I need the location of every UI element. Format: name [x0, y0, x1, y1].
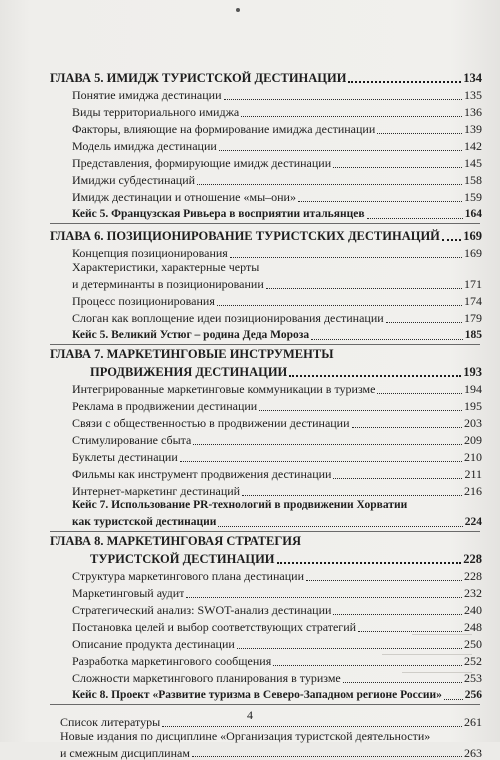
section-entry: [50, 482, 482, 499]
back-matter-entry-text: Список литературы: [60, 715, 161, 729]
page-ref: 211: [464, 467, 482, 481]
section-entry-row: [50, 137, 482, 154]
section-entry-row: [50, 601, 482, 618]
page-ref: 185: [464, 329, 482, 341]
leader-dots: [289, 362, 461, 377]
section-entry-line: Характеристики, характерные черты: [72, 260, 260, 274]
print-mark: [236, 8, 240, 12]
section-entry: [50, 309, 482, 326]
section-entry: [50, 154, 482, 171]
section-entry-row: [50, 618, 482, 635]
leader-dots: [273, 652, 462, 666]
page-ref: 209: [464, 433, 482, 447]
leader-dots: [230, 244, 462, 258]
section-entry-text: и детерминанты в позиционировании: [72, 278, 264, 291]
leader-dots: [192, 743, 462, 757]
chapter-heading-text: ПРОДВИЖЕНИЯ ДЕСТИНАЦИИ: [90, 364, 288, 379]
section-entry: [50, 171, 482, 188]
page-ref: 252: [464, 653, 482, 668]
case-study-entry-text: Кейс 5. Французская Ривьера в восприятии итальянцев: [72, 208, 365, 221]
section-entry: [50, 103, 482, 120]
section-entry: [50, 465, 482, 482]
section-entry-row: [50, 397, 482, 414]
case-study-entry: [50, 205, 482, 222]
case-study-entry-text: Кейс 8. Проект «Развитие туризма в Северо-Западном регионе России»: [72, 688, 442, 701]
section-entry: [50, 414, 482, 431]
section-entry-text: Интегрированные маркетинговые коммуникации в туризме: [72, 383, 376, 396]
chapter-divider: [50, 344, 480, 345]
page-ref: 216: [464, 484, 482, 498]
section-entry: [50, 431, 482, 448]
leader-dots: [259, 397, 462, 411]
leader-dots: [277, 549, 462, 564]
page-ref: 171: [464, 277, 482, 291]
section-entry-row: [50, 635, 482, 652]
section-entry: [50, 380, 482, 397]
case-study-entry-line: Кейс 7. Использование PR-технологий в продвижении Хорватии: [72, 498, 408, 511]
chapter-heading-line: ГЛАВА 8. МАРКЕТИНГОВАЯ СТРАТЕГИЯ: [50, 533, 302, 548]
section-entry-text: Постановка целей и выбор соответствующих стратегий: [72, 620, 357, 634]
section-entry-row: [50, 171, 482, 188]
leader-dots: [367, 205, 463, 219]
section-entry-row: [50, 448, 482, 465]
section-entry: [50, 618, 482, 635]
leader-dots: [218, 513, 462, 527]
section-entry-text: Интернет-маркетинг дестинаций: [72, 485, 241, 498]
page-ref: 261: [464, 714, 482, 729]
leader-dots: [333, 465, 462, 479]
section-entry: [50, 244, 482, 261]
leader-dots: [224, 86, 463, 100]
section-entry: [50, 261, 482, 292]
page-ref: 253: [464, 670, 482, 685]
leader-dots: [237, 635, 462, 649]
section-entry-text: Имиджи субдестинаций: [72, 174, 196, 188]
chapter-heading-line: ГЛАВА 7. МАРКЕТИНГОВЫЕ ИНСТРУМЕНТЫ: [50, 346, 334, 361]
page-ref: 248: [464, 619, 482, 634]
page-ref: 228: [463, 551, 482, 566]
table-of-contents: [50, 68, 482, 760]
section-entry-text: Имидж дестинации и отношение «мы–они»: [72, 191, 296, 205]
section-entry: [50, 137, 482, 154]
page-ref: 203: [464, 416, 482, 430]
chapter-section: [50, 531, 482, 703]
section-entry-text: Стратегический анализ: SWOT-анализ дестинации: [72, 603, 332, 617]
chapter-heading-row: [50, 68, 482, 86]
page-ref: 145: [464, 156, 482, 171]
section-entry-row: [50, 292, 482, 309]
page-ref: 159: [464, 190, 482, 205]
case-study-entry-row: [50, 326, 482, 343]
leader-dots: [306, 567, 462, 581]
section-entry-row: [50, 188, 482, 205]
leader-dots: [343, 669, 462, 683]
section-entry-text: Сложности маркетингового планирования в туризме: [72, 671, 341, 685]
leader-dots: [219, 137, 462, 151]
page-number: 4: [247, 708, 253, 722]
section-entry: [50, 292, 482, 309]
leader-dots: [333, 601, 462, 615]
section-entry-text: Концепция позиционирования: [72, 247, 228, 261]
chapter-heading-text: ГЛАВА 5. ИМИДЖ ТУРИСТСКОЙ ДЕСТИНАЦИИ: [50, 71, 347, 85]
chapter-section: [50, 223, 482, 343]
section-entry-row: [50, 120, 482, 137]
page-ref: 228: [464, 568, 482, 583]
page-ref: 135: [464, 88, 482, 103]
chapter-heading: [50, 68, 482, 86]
page-ref: 224: [464, 515, 482, 528]
leader-dots: [197, 171, 462, 185]
section-entry-row: [50, 431, 482, 448]
leader-dots: [377, 120, 462, 134]
section-entry-text: Маркетинговый аудит: [72, 586, 185, 600]
section-entry-text: Связи с общественностью в продвижении дестинации: [72, 417, 350, 430]
page-ref: 195: [464, 399, 482, 413]
page-ref: 136: [464, 105, 482, 120]
page-ref: 210: [464, 450, 482, 464]
chapter-divider: [50, 704, 480, 705]
chapter-section: [50, 344, 482, 530]
section-entry-row: [50, 244, 482, 261]
section-entry-row: [50, 482, 482, 499]
section-entry: [50, 601, 482, 618]
chapter-heading-row: [50, 362, 482, 380]
section-entry: [50, 188, 482, 205]
case-study-entry: [50, 686, 482, 703]
section-entry-text: Понятие имиджа дестинации: [72, 89, 222, 103]
section-entry: [50, 448, 482, 465]
page-ref: 134: [463, 71, 482, 85]
leader-dots: [193, 431, 462, 445]
section-entry: [50, 584, 482, 601]
case-study-entry: [50, 326, 482, 343]
case-study-entry: [50, 499, 482, 530]
page-ref: 174: [464, 294, 482, 308]
section-entry-row: [50, 380, 482, 397]
back-matter-entry-row: [50, 743, 482, 760]
page-ref: 240: [464, 602, 482, 617]
page-ref: 250: [464, 636, 482, 651]
section-entry-row: [50, 309, 482, 326]
chapter-heading-text: ТУРИСТСКОЙ ДЕСТИНАЦИИ: [90, 551, 275, 566]
leader-dots: [180, 448, 462, 462]
page-ref: 139: [464, 122, 482, 137]
leader-dots: [266, 275, 462, 289]
leader-dots: [386, 309, 462, 323]
leader-dots: [444, 686, 463, 700]
leader-dots: [352, 414, 462, 428]
section-entry-row: [50, 567, 482, 584]
section-entry-text: Представления, формирующие имидж дестинации: [72, 157, 332, 171]
section-entry-text: Фильмы как инструмент продвижения дестинации: [72, 468, 332, 481]
section-entry-row: [50, 584, 482, 601]
section-entry-row: [50, 103, 482, 120]
page-ref: 164: [464, 208, 482, 221]
section-entry-row: [50, 86, 482, 103]
leader-dots: [333, 154, 462, 168]
page-ref: 169: [463, 229, 482, 243]
page-ref: 232: [464, 585, 482, 600]
chapter-divider: [50, 223, 480, 224]
section-entry-row: [50, 414, 482, 431]
section-entry-text: Стимулирование сбыта: [72, 434, 192, 447]
leader-dots: [242, 482, 462, 496]
leader-dots: [217, 292, 462, 306]
section-entry-text: Буклеты дестинации: [72, 451, 178, 464]
section-entry-text: Структура маркетингового плана дестинации: [72, 569, 304, 583]
section-entry-row: [50, 669, 482, 686]
section-entry-row: [50, 652, 482, 669]
leader-dots: [311, 326, 463, 340]
section-entry-text: Описание продукта дестинации: [72, 637, 235, 651]
case-study-entry-row: [50, 513, 482, 530]
section-entry: [50, 86, 482, 103]
leader-dots: [442, 226, 461, 241]
case-study-entry-text: Кейс 5. Великий Устюг – родина Деда Мороза: [72, 329, 310, 341]
chapter-heading-text: ГЛАВА 6. ПОЗИЦИОНИРОВАНИЕ ТУРИСТСКИХ ДЕСТИНАЦИЙ: [50, 229, 440, 243]
leader-dots: [186, 584, 462, 598]
section-entry-text: Факторы, влияющие на формирование имиджа дестинации: [72, 123, 376, 137]
page-ref: 194: [464, 382, 482, 396]
back-matter-entry-line: Новые издания по дисциплине «Организация туристской деятельности»: [60, 728, 431, 743]
section-entry-text: Виды территориального имиджа: [72, 106, 240, 120]
chapter-heading: [50, 226, 482, 244]
back-matter-entry-text: и смежным дисциплинам: [60, 746, 190, 760]
page-ref: 263: [464, 745, 482, 760]
case-study-entry-row: [50, 205, 482, 222]
chapter-heading-row: [50, 226, 482, 244]
page-ref: 142: [464, 139, 482, 154]
chapter-divider: [50, 531, 480, 532]
section-entry-text: Модель имиджа дестинации: [72, 140, 217, 154]
section-entry-row: [50, 465, 482, 482]
chapter-heading: [50, 347, 482, 380]
back-matter-entry: [50, 730, 482, 760]
section-entry-text: Разработка маркетингового сообщения: [72, 654, 272, 668]
section-entry-row: [50, 275, 482, 292]
page-ref: 179: [464, 311, 482, 325]
leader-dots: [241, 103, 462, 117]
leader-dots: [377, 380, 462, 394]
page-ref: 193: [463, 364, 482, 379]
page-ref: 256: [464, 688, 482, 701]
case-study-entry-row: [50, 686, 482, 703]
leader-dots: [358, 618, 462, 632]
page-ref: 169: [464, 246, 482, 261]
section-entry-text: Реклама в продвижении дестинации: [72, 400, 258, 413]
section-entry: [50, 397, 482, 414]
chapter-heading-row: [50, 549, 482, 567]
section-entry-text: Слоган как воплощение идеи позиционирования дестинации: [72, 312, 384, 325]
leader-dots: [298, 188, 462, 202]
leader-dots: [348, 68, 461, 83]
section-entry-text: Процесс позиционирования: [72, 295, 215, 308]
chapter-heading: [50, 534, 482, 567]
section-entry: [50, 635, 482, 652]
page-ref: 158: [464, 173, 482, 188]
chapter-section: [50, 68, 482, 222]
case-study-entry-text: как туристской дестинации: [72, 515, 217, 528]
section-entry: [50, 669, 482, 686]
section-entry: [50, 652, 482, 669]
section-entry-row: [50, 154, 482, 171]
section-entry: [50, 567, 482, 584]
section-entry: [50, 120, 482, 137]
